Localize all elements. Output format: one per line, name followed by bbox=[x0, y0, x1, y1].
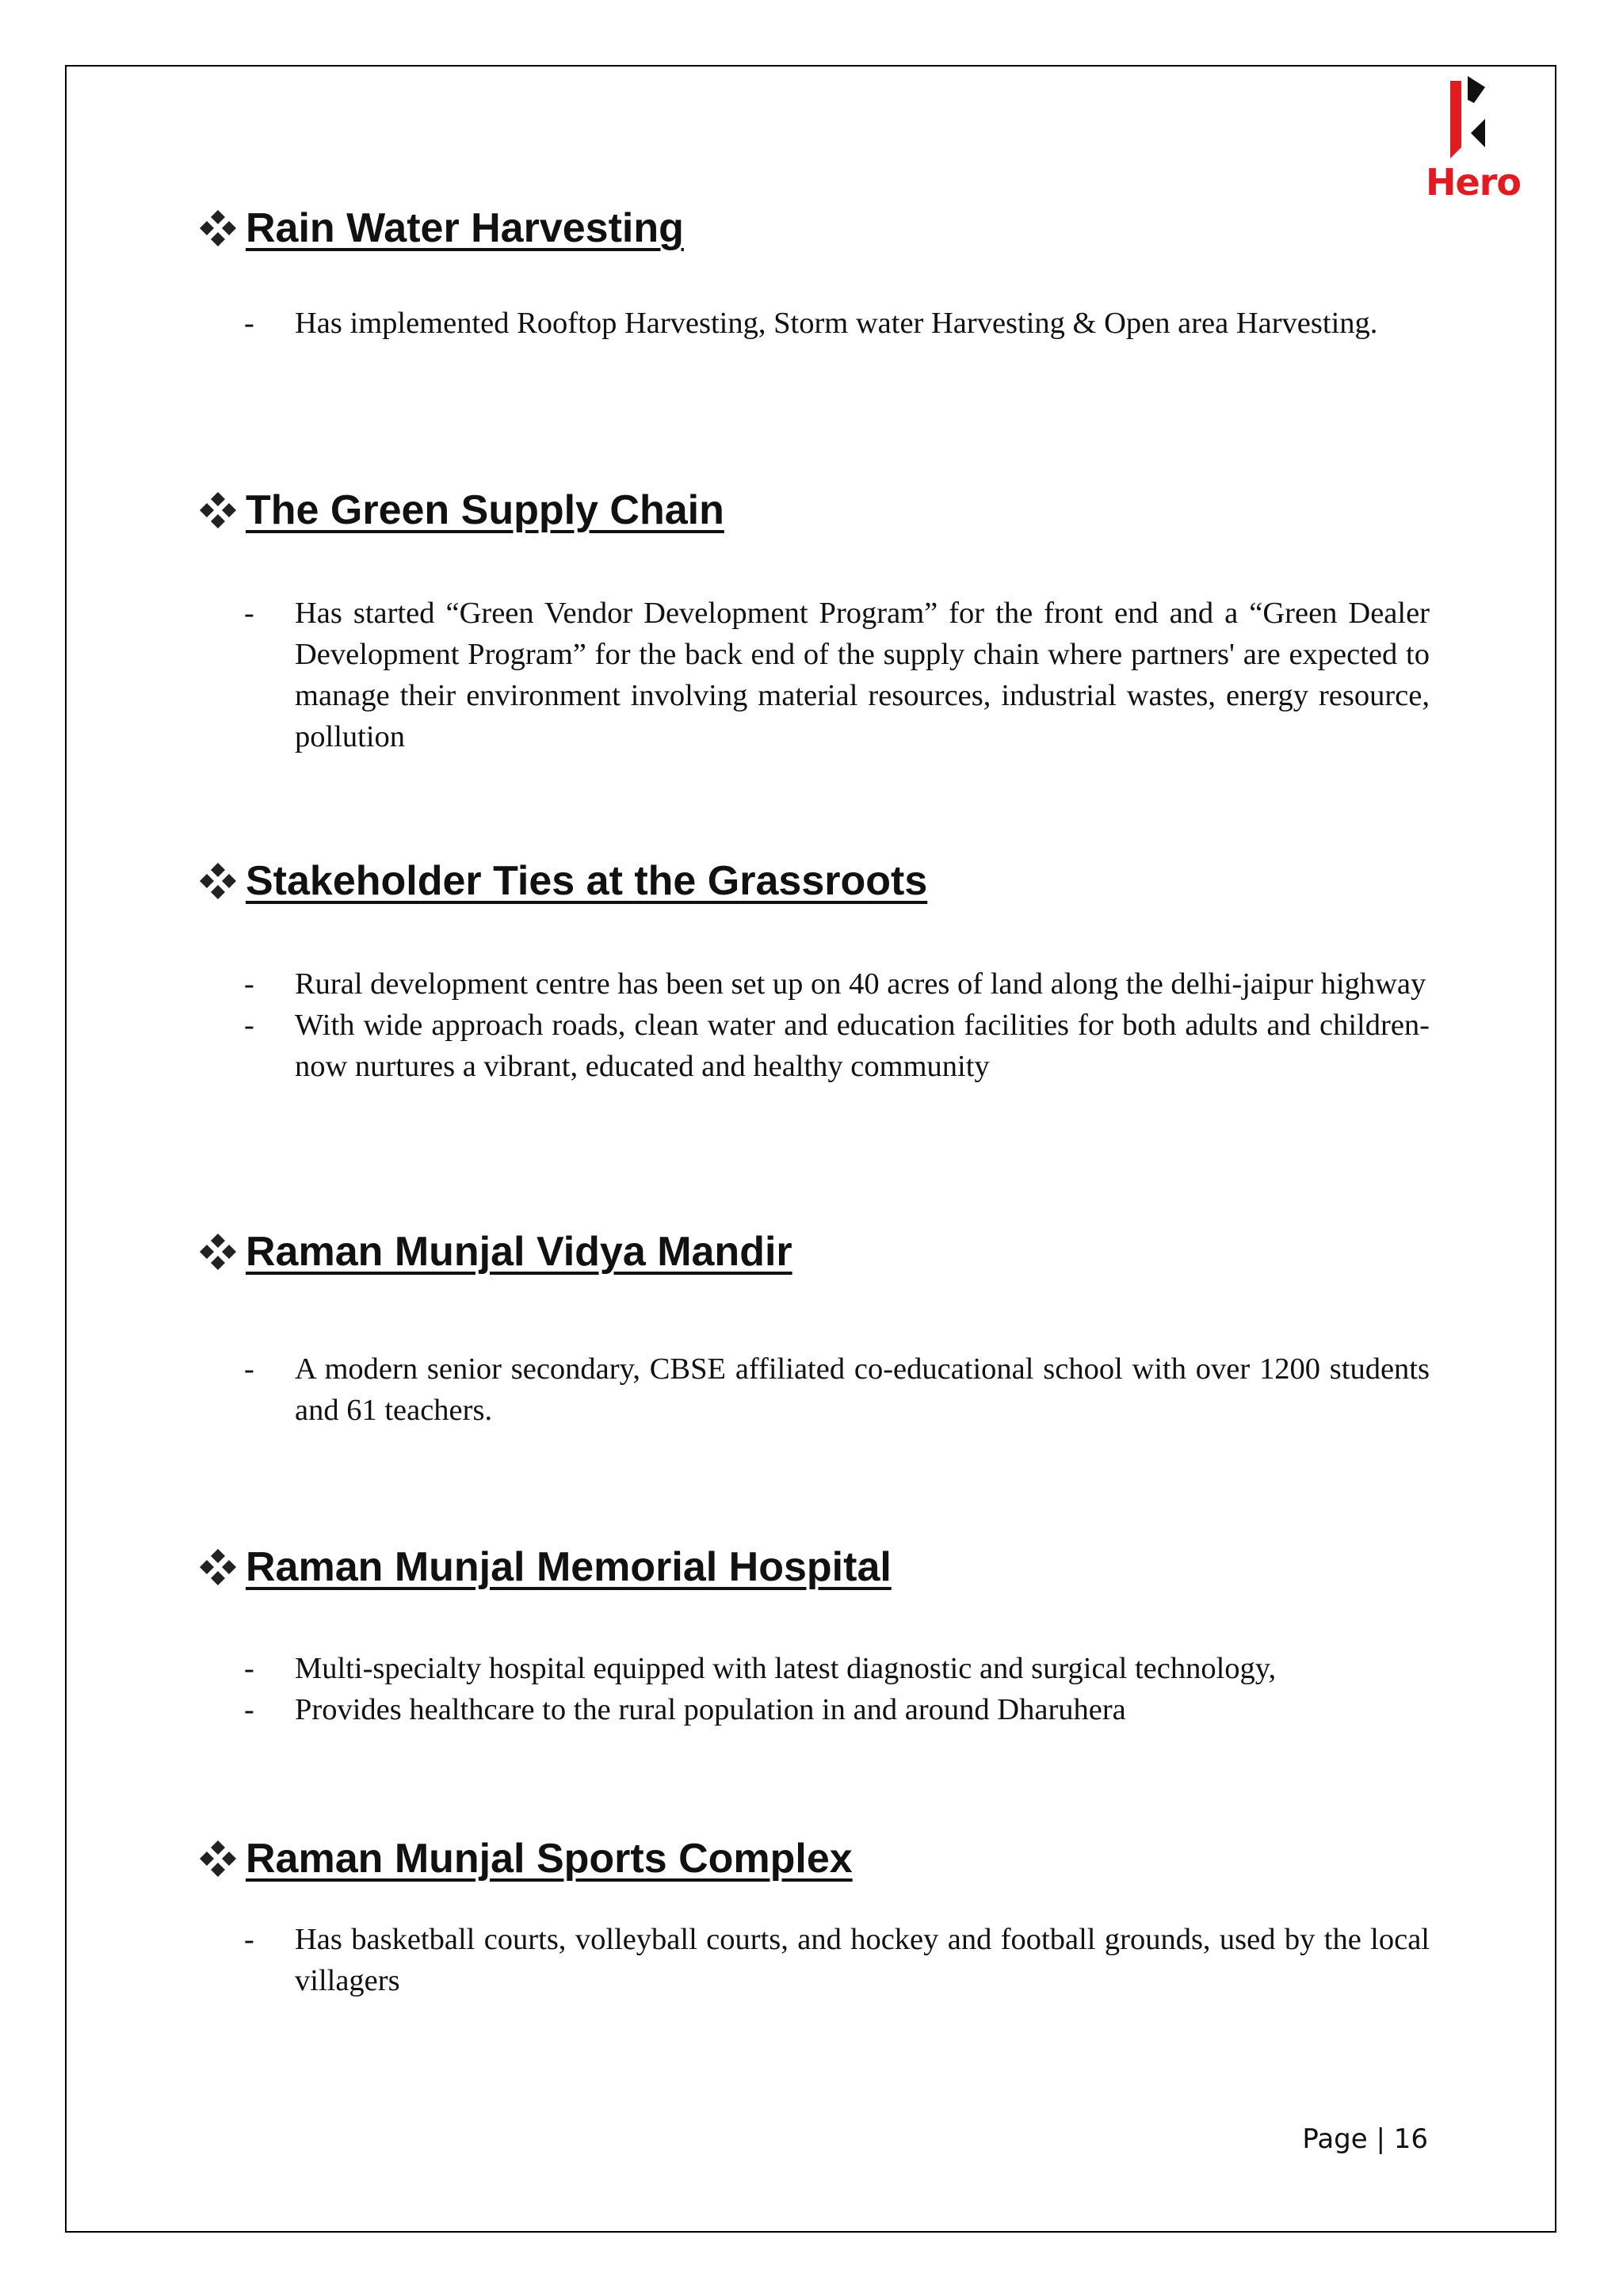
diamond-bullet-icon bbox=[197, 1546, 239, 1589]
diamond-bullet-icon bbox=[197, 1837, 239, 1880]
list-item: - Has basketball courts, volleyball courts, and hockey and football grounds, used by the local villagers bbox=[244, 1923, 1430, 1997]
section-heading bbox=[197, 856, 1430, 906]
bullet-list bbox=[197, 303, 1430, 344]
section-title: Stakeholder Ties at the Grassroots bbox=[246, 858, 928, 904]
bullet-list bbox=[197, 963, 1430, 1087]
list-item: - With wide approach roads, clean water and education facilities for both adults and children-now nurtures a vibrant, educated and healthy community bbox=[244, 1009, 1430, 1083]
bullet-list bbox=[197, 1919, 1430, 2001]
section-rain-water-harvesting bbox=[197, 203, 1430, 344]
section-heading bbox=[197, 1833, 1430, 1884]
bullet-list bbox=[197, 593, 1430, 757]
hero-logo-text: Hero bbox=[1426, 161, 1521, 204]
section-heading bbox=[197, 485, 1430, 536]
section-green-supply-chain bbox=[197, 485, 1430, 757]
section-title: The Green Supply Chain bbox=[246, 487, 724, 533]
list-item: - Has implemented Rooftop Harvesting, Storm water Harvesting & Open area Harvesting. bbox=[244, 307, 1378, 340]
list-item: - Provides healthcare to the rural population in and around Dharuhera bbox=[244, 1693, 1126, 1726]
list-item: - A modern senior secondary, CBSE affiliated co-educational school with over 1200 students and 61 teachers. bbox=[244, 1352, 1430, 1427]
section-sports-complex bbox=[197, 1833, 1430, 2001]
diamond-bullet-icon bbox=[197, 1230, 239, 1273]
list-item: - Has started “Green Vendor Development Program” for the front end and a “Green Dealer Development Program” for the back end of the supply chain where partners' are expected to manage their environment involving material resources, industrial wastes, energy resource, pollution bbox=[244, 597, 1430, 753]
section-heading bbox=[197, 1226, 1430, 1277]
bullet-list bbox=[197, 1348, 1430, 1431]
section-title: Rain Water Harvesting bbox=[246, 205, 684, 251]
diamond-bullet-icon bbox=[197, 489, 239, 532]
section-title: Raman Munjal Vidya Mandir bbox=[246, 1229, 792, 1275]
section-title: Raman Munjal Memorial Hospital bbox=[246, 1544, 892, 1590]
list-item: - Rural development centre has been set up on 40 acres of land along the delhi-jaipur highway bbox=[244, 967, 1426, 1001]
section-memorial-hospital bbox=[197, 1542, 1430, 1730]
section-title: Raman Munjal Sports Complex bbox=[246, 1836, 853, 1882]
page-number: Page | 16 bbox=[1302, 2123, 1428, 2155]
section-heading bbox=[197, 1542, 1430, 1592]
diamond-bullet-icon bbox=[197, 207, 239, 250]
section-stakeholder-ties bbox=[197, 856, 1430, 1087]
section-heading bbox=[197, 203, 1430, 254]
list-item: - Multi-specialty hospital equipped with latest diagnostic and surgical technology, bbox=[244, 1652, 1277, 1685]
diamond-bullet-icon bbox=[197, 860, 239, 902]
section-vidya-mandir bbox=[197, 1226, 1430, 1431]
bullet-list bbox=[197, 1648, 1430, 1730]
